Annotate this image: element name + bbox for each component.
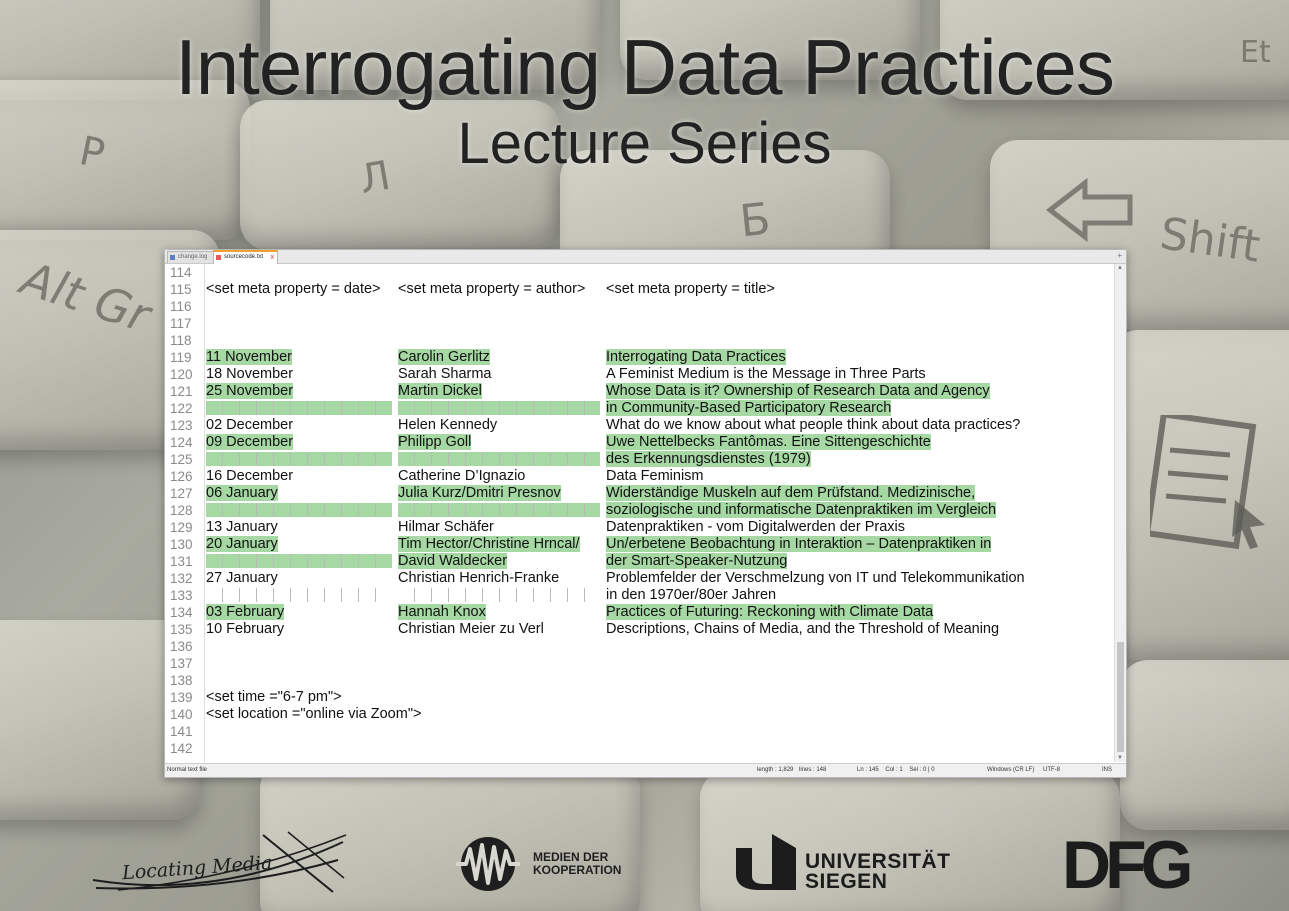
line-number: 115 bbox=[170, 282, 192, 297]
lecture-row bbox=[205, 366, 1113, 383]
lecture-row bbox=[205, 434, 1113, 451]
lecture-date: 20 January bbox=[206, 536, 278, 552]
key-label-e: Et bbox=[1240, 35, 1271, 70]
lecture-author: Hannah Knox bbox=[398, 604, 486, 620]
scroll-up-icon[interactable]: ▲ bbox=[1117, 265, 1123, 271]
lecture-row bbox=[205, 400, 1113, 417]
lecture-row bbox=[205, 417, 1113, 434]
uni-line-1: UNIVERSITÄT bbox=[805, 850, 951, 873]
close-icon[interactable]: x bbox=[270, 254, 275, 261]
menu-key-icon bbox=[1150, 415, 1270, 555]
meta-date: <set meta property = date> bbox=[206, 281, 381, 297]
lecture-author: Catherine D’Ignazio bbox=[398, 468, 526, 484]
tab-label: change.log bbox=[178, 254, 208, 260]
line-number: 118 bbox=[170, 333, 192, 348]
poster-subtitle: Lecture Series bbox=[457, 111, 832, 176]
scrollbar-thumb[interactable] bbox=[1117, 642, 1124, 752]
lecture-title: Data Feminism bbox=[606, 468, 704, 484]
key-label-shift: Shift bbox=[1156, 208, 1264, 273]
line-number: 120 bbox=[170, 367, 193, 382]
lecture-row bbox=[205, 587, 1113, 604]
line-number: 116 bbox=[170, 299, 192, 314]
lecture-author: Sarah Sharma bbox=[398, 366, 492, 382]
line-number: 119 bbox=[170, 350, 192, 365]
lecture-row bbox=[205, 553, 1113, 570]
tab-whitespace-marker bbox=[206, 554, 392, 568]
line-number: 141 bbox=[170, 724, 193, 739]
new-tab-icon[interactable]: + bbox=[1117, 251, 1122, 260]
lecture-date: 16 December bbox=[206, 468, 294, 484]
lecture-author: Philipp Goll bbox=[398, 434, 472, 450]
lecture-title: A Feminist Medium is the Message in Three Parts bbox=[606, 366, 926, 382]
lecture-row bbox=[205, 383, 1113, 400]
lecture-date: 13 January bbox=[206, 519, 278, 535]
tab-whitespace-marker bbox=[206, 588, 392, 602]
lecture-row bbox=[205, 536, 1113, 553]
status-encoding: UTF-8 bbox=[1043, 767, 1060, 773]
text-area[interactable] bbox=[205, 264, 1113, 762]
status-bar bbox=[165, 763, 1126, 777]
lecture-row bbox=[205, 349, 1113, 366]
lecture-title: What do we know about what people think about data practices? bbox=[606, 417, 1021, 433]
lecture-row bbox=[205, 519, 1113, 536]
lecture-title: Un/erbetene Beobachtung in Interaktion – Datenpraktiken in bbox=[606, 536, 992, 552]
medien-der-kooperation-wordmark bbox=[533, 851, 621, 877]
lecture-title: des Erkennungsdienstes (1979) bbox=[606, 451, 811, 467]
tab-whitespace-marker bbox=[398, 588, 600, 602]
lecture-author: Carolin Gerlitz bbox=[398, 349, 490, 365]
key-label-el: Л bbox=[356, 152, 394, 204]
medien-line-1: MEDIEN DER bbox=[533, 850, 609, 864]
lecture-row bbox=[205, 621, 1113, 638]
status-mode: INS bbox=[1102, 767, 1113, 773]
lecture-title: Practices of Futuring: Reckoning with Climate Data bbox=[606, 604, 934, 620]
tab-whitespace-marker bbox=[398, 503, 600, 517]
time-setting: <set time ="6-7 pm"> bbox=[206, 689, 342, 705]
lecture-title: Descriptions, Chains of Media, and the Threshold of Meaning bbox=[606, 621, 1000, 637]
key-label-be: Б bbox=[737, 193, 773, 248]
line-number: 123 bbox=[170, 418, 193, 433]
medien-line-2: KOOPERATION bbox=[533, 863, 622, 877]
tab-whitespace-marker bbox=[398, 401, 600, 415]
file-icon bbox=[170, 255, 175, 260]
lecture-date: 03 February bbox=[206, 604, 285, 620]
line-number: 132 bbox=[170, 571, 193, 586]
lecture-author: David Waldecker bbox=[398, 553, 508, 569]
lecture-row bbox=[205, 604, 1113, 621]
tab-whitespace-marker bbox=[206, 401, 392, 415]
status-eol: Windows (CR LF) bbox=[987, 767, 1035, 773]
line-number: 137 bbox=[170, 656, 193, 671]
status-position: Ln : 145 Col : 1 Sel : 0 | 0 bbox=[857, 767, 935, 773]
file-icon bbox=[216, 255, 221, 260]
lecture-date: 27 January bbox=[206, 570, 278, 586]
lecture-author: Christian Henrich-Franke bbox=[398, 570, 560, 586]
location-setting: <set location ="online via Zoom"> bbox=[206, 706, 422, 722]
vertical-scrollbar[interactable] bbox=[1114, 264, 1126, 762]
lecture-title: Interrogating Data Practices bbox=[606, 349, 786, 365]
lecture-title: Datenpraktiken - vom Digitalwerden der Praxis bbox=[606, 519, 905, 535]
line-number: 122 bbox=[170, 401, 193, 416]
line-number: 117 bbox=[170, 316, 192, 331]
status-file-type: Normal text file bbox=[167, 767, 208, 773]
universitaet-siegen-wordmark bbox=[805, 852, 951, 892]
tab-whitespace-marker bbox=[398, 452, 600, 466]
line-number: 114 bbox=[170, 265, 192, 280]
lecture-title: in den 1970er/80er Jahren bbox=[606, 587, 777, 603]
line-number: 126 bbox=[170, 469, 193, 484]
lecture-title: der Smart-Speaker-Nutzung bbox=[606, 553, 788, 569]
lecture-row bbox=[205, 570, 1113, 587]
line-number: 136 bbox=[170, 639, 193, 654]
medien-der-kooperation-icon bbox=[450, 835, 526, 893]
lecture-author: Helen Kennedy bbox=[398, 417, 498, 433]
status-length: length : 1,829 bbox=[757, 767, 794, 773]
lecture-date: 25 November bbox=[206, 383, 294, 399]
key-label-p: P bbox=[75, 127, 109, 179]
line-number: 139 bbox=[170, 690, 193, 705]
line-number: 129 bbox=[170, 520, 193, 535]
lecture-author: Martin Dickel bbox=[398, 383, 482, 399]
tab-sourcecode[interactable] bbox=[213, 250, 278, 264]
lecture-author: Tim Hector/Christine Hrncal/ bbox=[398, 536, 580, 552]
tab-label: sourcecode.txt bbox=[224, 254, 264, 260]
lecture-author: Julia Kurz/Dmitri Presnov bbox=[398, 485, 561, 501]
dfg-logo: DFG bbox=[1062, 827, 1188, 903]
lecture-title: Uwe Nettelbecks Fantômas. Eine Sittengeschichte bbox=[606, 434, 931, 450]
meta-author: <set meta property = author> bbox=[398, 281, 586, 297]
location-setting-line bbox=[205, 706, 1113, 723]
line-number: 124 bbox=[170, 435, 193, 450]
lecture-date: 06 January bbox=[206, 485, 278, 501]
lecture-row bbox=[205, 485, 1113, 502]
lecture-title: Whose Data is it? Ownership of Research Data and Agency bbox=[606, 383, 990, 399]
line-number: 127 bbox=[170, 486, 193, 501]
line-number-gutter bbox=[165, 264, 205, 762]
lecture-row bbox=[205, 502, 1113, 519]
lecture-title: soziologische und informatische Datenpraktiken im Vergleich bbox=[606, 502, 997, 518]
line-number: 125 bbox=[170, 452, 193, 467]
line-number: 142 bbox=[170, 741, 193, 756]
text-editor-window bbox=[164, 249, 1127, 778]
uni-line-2: SIEGEN bbox=[805, 870, 888, 893]
lecture-date: 09 December bbox=[206, 434, 294, 450]
lecture-title: Problemfelder der Verschmelzung von IT und Telekommunikation bbox=[606, 570, 1025, 586]
line-number: 128 bbox=[170, 503, 193, 518]
lecture-title: Widerständige Muskeln auf dem Prüfstand. Medizinische, bbox=[606, 485, 976, 501]
line-number: 135 bbox=[170, 622, 193, 637]
lecture-row bbox=[205, 451, 1113, 468]
line-number: 140 bbox=[170, 707, 193, 722]
line-number: 133 bbox=[170, 588, 193, 603]
lecture-date: 11 November bbox=[206, 349, 292, 365]
lecture-date: 02 December bbox=[206, 417, 294, 433]
line-number: 134 bbox=[170, 605, 193, 620]
universitaet-siegen-icon bbox=[734, 834, 802, 894]
lecture-title: in Community-Based Participatory Research bbox=[606, 400, 892, 416]
line-number: 121 bbox=[170, 384, 193, 399]
tab-whitespace-marker bbox=[206, 503, 392, 517]
poster-title: Interrogating Data Practices bbox=[175, 23, 1114, 111]
status-lines: lines : 148 bbox=[799, 767, 827, 773]
tab-bar bbox=[165, 250, 1126, 264]
line-number: 138 bbox=[170, 673, 193, 688]
time-setting-line bbox=[205, 689, 1113, 706]
lecture-row bbox=[205, 468, 1113, 485]
lecture-date: 10 February bbox=[206, 621, 285, 637]
shift-arrow-icon bbox=[1040, 175, 1140, 245]
lecture-author: Hilmar Schäfer bbox=[398, 519, 494, 535]
line-number: 131 bbox=[170, 554, 193, 569]
meta-title: <set meta property = title> bbox=[606, 281, 775, 297]
locating-media-wordmark: Locating Media bbox=[121, 851, 274, 885]
tab-whitespace-marker bbox=[206, 452, 392, 466]
lecture-author: Christian Meier zu Verl bbox=[398, 621, 544, 637]
meta-header-row bbox=[205, 281, 1113, 298]
line-number: 130 bbox=[170, 537, 193, 552]
lecture-date: 18 November bbox=[206, 366, 294, 382]
scroll-down-icon[interactable]: ▼ bbox=[1117, 755, 1123, 761]
key-label-altgr: Alt Gr bbox=[14, 251, 157, 343]
